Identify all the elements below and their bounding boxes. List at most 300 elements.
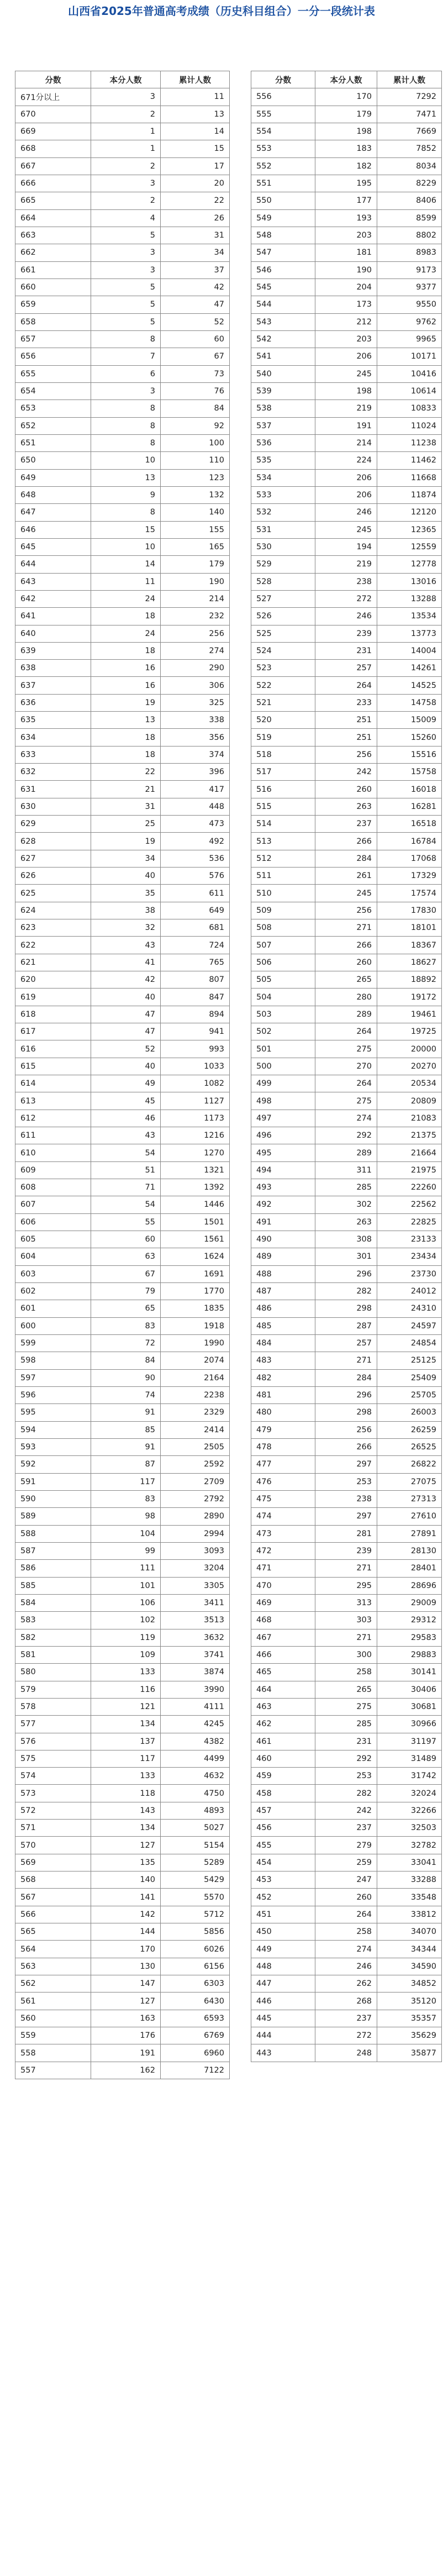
cumulative-cell: 12559 bbox=[377, 538, 442, 555]
table-row bbox=[251, 850, 442, 867]
score-cell: 641 bbox=[15, 608, 91, 625]
count-cell: 8 bbox=[91, 400, 161, 417]
score-cell: 614 bbox=[15, 1075, 91, 1092]
score-cell: 465 bbox=[251, 1664, 315, 1681]
col-header-score: 分数 bbox=[15, 71, 91, 88]
table-row bbox=[15, 1889, 230, 1906]
count-cell: 47 bbox=[91, 1006, 161, 1023]
cumulative-cell: 724 bbox=[161, 937, 230, 954]
score-cell: 593 bbox=[15, 1438, 91, 1455]
count-cell: 275 bbox=[315, 1698, 377, 1715]
score-cell: 510 bbox=[251, 885, 315, 902]
count-cell: 40 bbox=[91, 868, 161, 885]
table-row bbox=[251, 954, 442, 971]
table-row bbox=[251, 1282, 442, 1300]
cumulative-cell: 993 bbox=[161, 1040, 230, 1058]
count-cell: 2 bbox=[91, 157, 161, 175]
cumulative-cell: 1270 bbox=[161, 1144, 230, 1161]
table-row bbox=[15, 1386, 230, 1403]
count-cell: 265 bbox=[315, 971, 377, 989]
score-cell: 443 bbox=[251, 2044, 315, 2062]
score-cell: 582 bbox=[15, 1629, 91, 1646]
table-row bbox=[251, 106, 442, 123]
page-title: 山西省2025年普通高考成绩（历史科目组合）一分一段统计表 bbox=[68, 4, 375, 18]
table-row bbox=[15, 1820, 230, 1837]
score-cell: 607 bbox=[15, 1196, 91, 1213]
table-row bbox=[15, 1646, 230, 1663]
table-row bbox=[251, 1854, 442, 1871]
score-cell: 537 bbox=[251, 417, 315, 434]
score-cell: 670 bbox=[15, 106, 91, 123]
table-row bbox=[251, 1248, 442, 1265]
score-cell: 539 bbox=[251, 382, 315, 399]
cumulative-cell: 15260 bbox=[377, 729, 442, 746]
cumulative-cell: 35120 bbox=[377, 1993, 442, 2010]
cumulative-cell: 13016 bbox=[377, 573, 442, 590]
cumulative-cell: 16518 bbox=[377, 816, 442, 833]
score-cell: 584 bbox=[15, 1594, 91, 1611]
table-row bbox=[15, 642, 230, 659]
count-cell: 99 bbox=[91, 1542, 161, 1559]
score-cell: 612 bbox=[15, 1110, 91, 1127]
table-row bbox=[15, 954, 230, 971]
cumulative-cell: 3874 bbox=[161, 1664, 230, 1681]
table-row bbox=[15, 88, 230, 106]
table-row bbox=[251, 1265, 442, 1282]
score-cell: 555 bbox=[251, 106, 315, 123]
score-cell: 477 bbox=[251, 1456, 315, 1473]
score-cell: 657 bbox=[15, 330, 91, 348]
count-cell: 21 bbox=[91, 781, 161, 798]
table-row bbox=[251, 1681, 442, 1698]
score-cell: 594 bbox=[15, 1421, 91, 1438]
table-row bbox=[251, 538, 442, 555]
cumulative-cell: 17830 bbox=[377, 902, 442, 919]
table-row bbox=[15, 278, 230, 296]
table-row bbox=[251, 937, 442, 954]
score-cell: 471 bbox=[251, 1560, 315, 1577]
cumulative-cell: 3513 bbox=[161, 1612, 230, 1629]
table-row bbox=[15, 106, 230, 123]
cumulative-cell: 67 bbox=[161, 348, 230, 365]
table-row bbox=[15, 694, 230, 711]
count-cell: 231 bbox=[315, 642, 377, 659]
cumulative-cell: 1216 bbox=[161, 1127, 230, 1144]
count-cell: 238 bbox=[315, 1490, 377, 1507]
table-row bbox=[251, 1196, 442, 1213]
score-cell: 667 bbox=[15, 157, 91, 175]
score-cell: 472 bbox=[251, 1542, 315, 1559]
score-cell: 519 bbox=[251, 729, 315, 746]
count-cell: 41 bbox=[91, 954, 161, 971]
table-row bbox=[251, 2010, 442, 2027]
score-cell: 623 bbox=[15, 919, 91, 937]
table-row bbox=[15, 296, 230, 313]
cumulative-cell: 35357 bbox=[377, 2010, 442, 2027]
table-row bbox=[15, 712, 230, 729]
score-cell: 605 bbox=[15, 1231, 91, 1248]
cumulative-cell: 1082 bbox=[161, 1075, 230, 1092]
count-cell: 127 bbox=[91, 1993, 161, 2010]
cumulative-cell: 31742 bbox=[377, 1768, 442, 1785]
count-cell: 6 bbox=[91, 365, 161, 382]
count-cell: 3 bbox=[91, 261, 161, 278]
score-cell: 461 bbox=[251, 1733, 315, 1750]
table-row bbox=[15, 1300, 230, 1317]
count-cell: 71 bbox=[91, 1179, 161, 1196]
table-row bbox=[15, 1058, 230, 1075]
table-row bbox=[251, 712, 442, 729]
score-cell: 495 bbox=[251, 1144, 315, 1161]
count-cell: 272 bbox=[315, 590, 377, 607]
count-cell: 85 bbox=[91, 1421, 161, 1438]
cumulative-cell: 10614 bbox=[377, 382, 442, 399]
count-cell: 54 bbox=[91, 1144, 161, 1161]
score-cell: 658 bbox=[15, 313, 91, 330]
score-cell: 468 bbox=[251, 1612, 315, 1629]
cumulative-cell: 1918 bbox=[161, 1317, 230, 1334]
score-cell: 464 bbox=[251, 1681, 315, 1698]
table-row bbox=[251, 227, 442, 244]
cumulative-cell: 29009 bbox=[377, 1594, 442, 1611]
count-cell: 118 bbox=[91, 1785, 161, 1802]
count-cell: 3 bbox=[91, 244, 161, 261]
count-cell: 256 bbox=[315, 902, 377, 919]
table-row bbox=[15, 244, 230, 261]
score-cell: 489 bbox=[251, 1248, 315, 1265]
count-cell: 297 bbox=[315, 1456, 377, 1473]
score-cell: 535 bbox=[251, 452, 315, 469]
cumulative-cell: 10833 bbox=[377, 400, 442, 417]
count-cell: 274 bbox=[315, 1941, 377, 1958]
count-cell: 83 bbox=[91, 1317, 161, 1334]
score-cell: 451 bbox=[251, 1906, 315, 1923]
cumulative-cell: 17329 bbox=[377, 868, 442, 885]
cumulative-cell: 765 bbox=[161, 954, 230, 971]
table-body-left bbox=[15, 88, 230, 2079]
table-row bbox=[251, 452, 442, 469]
count-cell: 274 bbox=[315, 1110, 377, 1127]
count-cell: 237 bbox=[315, 2010, 377, 2027]
cumulative-cell: 1691 bbox=[161, 1265, 230, 1282]
table-row bbox=[251, 382, 442, 399]
score-cell: 449 bbox=[251, 1941, 315, 1958]
table-row bbox=[251, 1889, 442, 1906]
table-row bbox=[15, 504, 230, 521]
count-cell: 251 bbox=[315, 729, 377, 746]
cumulative-cell: 17574 bbox=[377, 885, 442, 902]
table-row bbox=[15, 729, 230, 746]
table-row bbox=[15, 816, 230, 833]
count-cell: 246 bbox=[315, 608, 377, 625]
table-row bbox=[15, 1196, 230, 1213]
score-cell: 601 bbox=[15, 1300, 91, 1317]
count-cell: 117 bbox=[91, 1473, 161, 1490]
count-cell: 162 bbox=[91, 2062, 161, 2079]
score-cell: 575 bbox=[15, 1750, 91, 1767]
score-cell: 590 bbox=[15, 1490, 91, 1507]
count-cell: 111 bbox=[91, 1560, 161, 1577]
cumulative-cell: 25409 bbox=[377, 1369, 442, 1386]
score-cell: 615 bbox=[15, 1058, 91, 1075]
count-cell: 2 bbox=[91, 106, 161, 123]
score-cell: 625 bbox=[15, 885, 91, 902]
table-row bbox=[251, 1871, 442, 1889]
score-cell: 484 bbox=[251, 1334, 315, 1352]
score-cell: 523 bbox=[251, 660, 315, 677]
score-cell: 633 bbox=[15, 746, 91, 763]
count-cell: 34 bbox=[91, 850, 161, 867]
cumulative-cell: 2592 bbox=[161, 1456, 230, 1473]
cumulative-cell: 35877 bbox=[377, 2044, 442, 2062]
score-cell: 526 bbox=[251, 608, 315, 625]
cumulative-cell: 42 bbox=[161, 278, 230, 296]
count-cell: 46 bbox=[91, 1110, 161, 1127]
score-cell: 480 bbox=[251, 1404, 315, 1421]
cumulative-cell: 2890 bbox=[161, 1508, 230, 1525]
cumulative-cell: 155 bbox=[161, 521, 230, 538]
count-cell: 285 bbox=[315, 1179, 377, 1196]
count-cell: 32 bbox=[91, 919, 161, 937]
count-cell: 63 bbox=[91, 1248, 161, 1265]
cumulative-cell: 10416 bbox=[377, 365, 442, 382]
table-row bbox=[251, 781, 442, 798]
count-cell: 282 bbox=[315, 1282, 377, 1300]
score-cell: 665 bbox=[15, 192, 91, 209]
table-row bbox=[251, 1144, 442, 1161]
table-row bbox=[251, 209, 442, 227]
count-cell: 3 bbox=[91, 175, 161, 192]
score-cell: 661 bbox=[15, 261, 91, 278]
score-cell: 527 bbox=[251, 590, 315, 607]
count-cell: 266 bbox=[315, 1438, 377, 1455]
score-cell: 470 bbox=[251, 1577, 315, 1594]
cumulative-cell: 338 bbox=[161, 712, 230, 729]
cumulative-cell: 32782 bbox=[377, 1837, 442, 1854]
table-row bbox=[15, 989, 230, 1006]
count-cell: 55 bbox=[91, 1213, 161, 1231]
score-cell: 511 bbox=[251, 868, 315, 885]
count-cell: 22 bbox=[91, 764, 161, 781]
table-row bbox=[251, 1231, 442, 1248]
count-cell: 42 bbox=[91, 971, 161, 989]
cumulative-cell: 30141 bbox=[377, 1664, 442, 1681]
count-cell: 275 bbox=[315, 1040, 377, 1058]
cumulative-cell: 8406 bbox=[377, 192, 442, 209]
cumulative-cell: 5856 bbox=[161, 1923, 230, 1941]
cumulative-cell: 894 bbox=[161, 1006, 230, 1023]
count-cell: 296 bbox=[315, 1265, 377, 1282]
count-cell: 170 bbox=[315, 88, 377, 106]
cumulative-cell: 27313 bbox=[377, 1490, 442, 1507]
table-row bbox=[15, 1317, 230, 1334]
cumulative-cell: 13534 bbox=[377, 608, 442, 625]
count-cell: 253 bbox=[315, 1768, 377, 1785]
cumulative-cell: 356 bbox=[161, 729, 230, 746]
cumulative-cell: 26 bbox=[161, 209, 230, 227]
score-cell: 647 bbox=[15, 504, 91, 521]
cumulative-cell: 21375 bbox=[377, 1127, 442, 1144]
cumulative-cell: 15758 bbox=[377, 764, 442, 781]
count-cell: 264 bbox=[315, 677, 377, 694]
table-row bbox=[15, 330, 230, 348]
score-cell: 479 bbox=[251, 1421, 315, 1438]
count-cell: 191 bbox=[91, 2044, 161, 2062]
score-table-left bbox=[15, 71, 230, 2079]
count-cell: 204 bbox=[315, 278, 377, 296]
table-row bbox=[15, 123, 230, 140]
count-cell: 121 bbox=[91, 1698, 161, 1715]
cumulative-cell: 6593 bbox=[161, 2010, 230, 2027]
score-cell: 630 bbox=[15, 798, 91, 815]
count-cell: 212 bbox=[315, 313, 377, 330]
count-cell: 119 bbox=[91, 1629, 161, 1646]
count-cell: 5 bbox=[91, 313, 161, 330]
score-cell: 571 bbox=[15, 1820, 91, 1837]
score-cell: 639 bbox=[15, 642, 91, 659]
cumulative-cell: 16784 bbox=[377, 833, 442, 850]
count-cell: 195 bbox=[315, 175, 377, 192]
table-row bbox=[15, 1698, 230, 1715]
table-row bbox=[251, 746, 442, 763]
count-cell: 5 bbox=[91, 227, 161, 244]
table-row bbox=[15, 2062, 230, 2079]
table-row bbox=[15, 1438, 230, 1455]
count-cell: 190 bbox=[315, 261, 377, 278]
count-cell: 7 bbox=[91, 348, 161, 365]
table-row bbox=[15, 1975, 230, 1993]
cumulative-cell: 24012 bbox=[377, 1282, 442, 1300]
cumulative-cell: 29312 bbox=[377, 1612, 442, 1629]
table-row bbox=[251, 1092, 442, 1110]
cumulative-cell: 14758 bbox=[377, 694, 442, 711]
count-cell: 183 bbox=[315, 140, 377, 157]
cumulative-cell: 24854 bbox=[377, 1334, 442, 1352]
score-cell: 445 bbox=[251, 2010, 315, 2027]
count-cell: 15 bbox=[91, 521, 161, 538]
table-row bbox=[15, 1941, 230, 1958]
table-row bbox=[15, 1750, 230, 1767]
score-cell: 556 bbox=[251, 88, 315, 106]
table-row bbox=[251, 556, 442, 573]
score-cell: 488 bbox=[251, 1265, 315, 1282]
table-row bbox=[251, 1456, 442, 1473]
score-cell: 606 bbox=[15, 1213, 91, 1231]
cumulative-cell: 17068 bbox=[377, 850, 442, 867]
table-row bbox=[251, 608, 442, 625]
count-cell: 5 bbox=[91, 296, 161, 313]
count-cell: 271 bbox=[315, 1352, 377, 1369]
score-cell: 463 bbox=[251, 1698, 315, 1715]
table-row bbox=[251, 330, 442, 348]
score-cell: 455 bbox=[251, 1837, 315, 1854]
table-header-row bbox=[15, 71, 230, 88]
count-cell: 261 bbox=[315, 868, 377, 885]
cumulative-cell: 28401 bbox=[377, 1560, 442, 1577]
count-cell: 87 bbox=[91, 1456, 161, 1473]
cumulative-cell: 1033 bbox=[161, 1058, 230, 1075]
score-cell: 617 bbox=[15, 1023, 91, 1040]
count-cell: 67 bbox=[91, 1265, 161, 1282]
score-cell: 475 bbox=[251, 1490, 315, 1507]
cumulative-cell: 26259 bbox=[377, 1421, 442, 1438]
table-row bbox=[251, 504, 442, 521]
cumulative-cell: 23730 bbox=[377, 1265, 442, 1282]
count-cell: 4 bbox=[91, 209, 161, 227]
cumulative-cell: 1990 bbox=[161, 1334, 230, 1352]
score-cell: 598 bbox=[15, 1352, 91, 1369]
table-row bbox=[15, 1871, 230, 1889]
table-row bbox=[251, 729, 442, 746]
score-cell: 498 bbox=[251, 1092, 315, 1110]
score-cell: 473 bbox=[251, 1525, 315, 1542]
table-row bbox=[15, 764, 230, 781]
table-row bbox=[251, 1542, 442, 1559]
cumulative-cell: 31 bbox=[161, 227, 230, 244]
table-row bbox=[251, 1334, 442, 1352]
count-cell: 141 bbox=[91, 1889, 161, 1906]
cumulative-cell: 25125 bbox=[377, 1352, 442, 1369]
cumulative-cell: 23434 bbox=[377, 1248, 442, 1265]
table-row bbox=[15, 1248, 230, 1265]
table-row bbox=[15, 1560, 230, 1577]
count-cell: 134 bbox=[91, 1820, 161, 1837]
table-row bbox=[251, 1560, 442, 1577]
table-row bbox=[15, 1542, 230, 1559]
cumulative-cell: 27075 bbox=[377, 1473, 442, 1490]
score-cell: 603 bbox=[15, 1265, 91, 1282]
count-cell: 206 bbox=[315, 486, 377, 503]
score-cell: 628 bbox=[15, 833, 91, 850]
score-cell: 632 bbox=[15, 764, 91, 781]
count-cell: 237 bbox=[315, 1820, 377, 1837]
table-row bbox=[251, 140, 442, 157]
score-cell: 550 bbox=[251, 192, 315, 209]
cumulative-cell: 3411 bbox=[161, 1594, 230, 1611]
cumulative-cell: 26525 bbox=[377, 1438, 442, 1455]
cumulative-cell: 47 bbox=[161, 296, 230, 313]
cumulative-cell: 3204 bbox=[161, 1560, 230, 1577]
count-cell: 271 bbox=[315, 919, 377, 937]
table-row bbox=[251, 1837, 442, 1854]
score-cell: 525 bbox=[251, 625, 315, 642]
count-cell: 106 bbox=[91, 1594, 161, 1611]
count-cell: 302 bbox=[315, 1196, 377, 1213]
score-cell: 587 bbox=[15, 1542, 91, 1559]
cumulative-cell: 4893 bbox=[161, 1802, 230, 1819]
score-cell: 507 bbox=[251, 937, 315, 954]
count-cell: 284 bbox=[315, 1369, 377, 1386]
table-row bbox=[251, 1577, 442, 1594]
count-cell: 176 bbox=[91, 2027, 161, 2044]
score-cell: 528 bbox=[251, 573, 315, 590]
score-cell: 490 bbox=[251, 1231, 315, 1248]
count-cell: 101 bbox=[91, 1577, 161, 1594]
cumulative-cell: 4632 bbox=[161, 1768, 230, 1785]
table-row bbox=[15, 175, 230, 192]
table-row bbox=[15, 227, 230, 244]
cumulative-cell: 1446 bbox=[161, 1196, 230, 1213]
cumulative-cell: 20809 bbox=[377, 1092, 442, 1110]
cumulative-cell: 1624 bbox=[161, 1248, 230, 1265]
count-cell: 219 bbox=[315, 556, 377, 573]
score-cell: 654 bbox=[15, 382, 91, 399]
score-cell: 554 bbox=[251, 123, 315, 140]
table-row bbox=[251, 642, 442, 659]
table-row bbox=[15, 660, 230, 677]
count-cell: 303 bbox=[315, 1612, 377, 1629]
table-row bbox=[251, 660, 442, 677]
